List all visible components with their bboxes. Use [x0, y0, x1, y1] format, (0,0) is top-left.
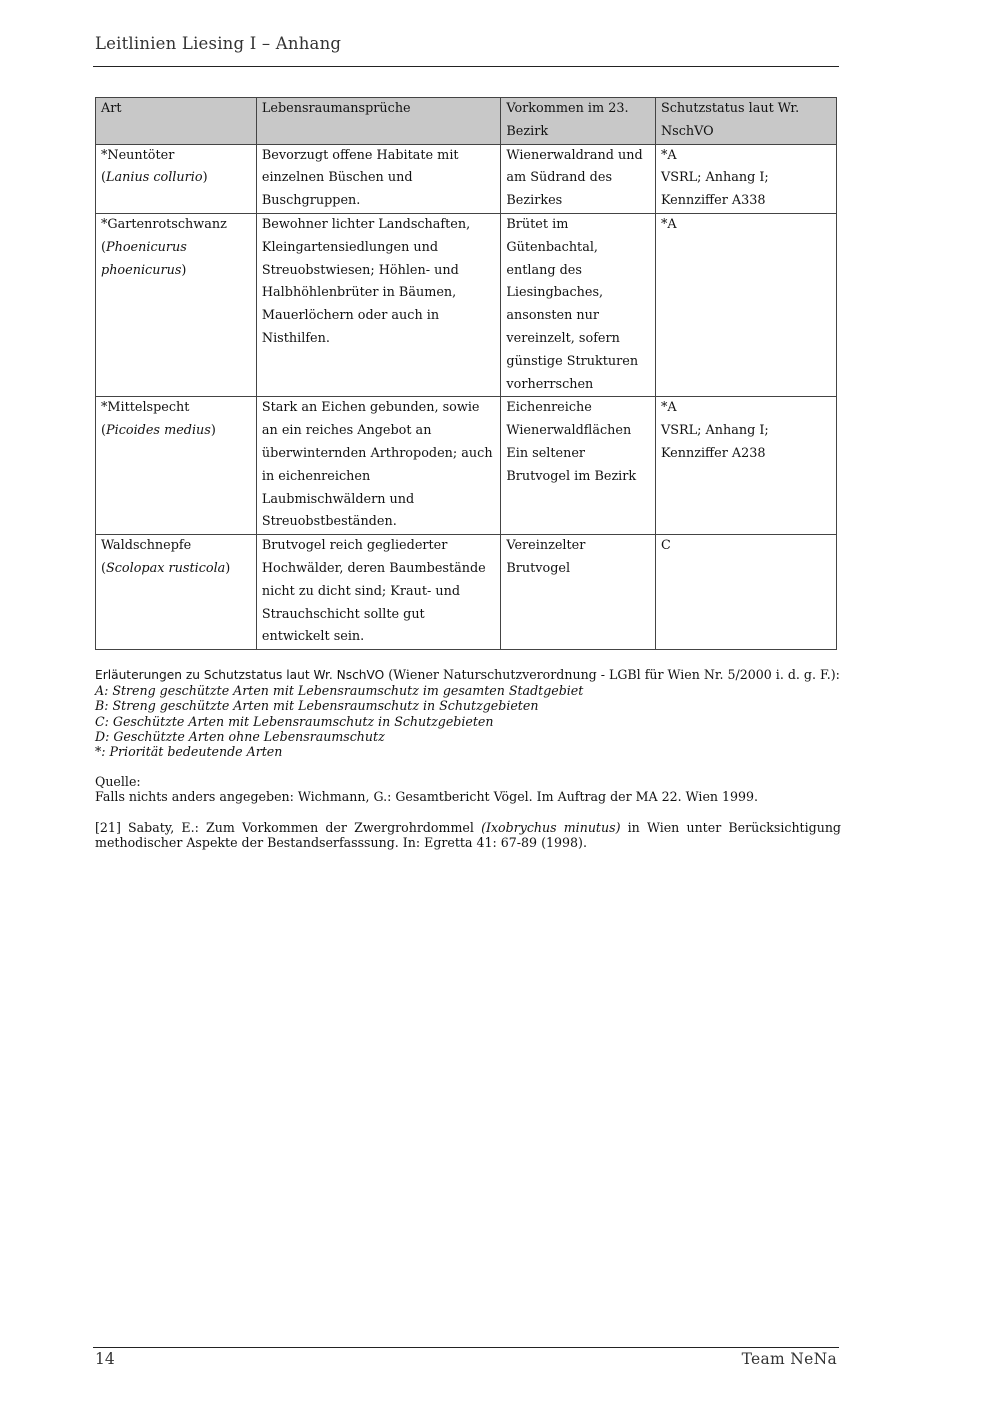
habitat-cell: Brutvogel reich gegliederter Hochwälder, deren Baumbestände nicht zu dicht sind; Kraut- und Strauchschicht sollte gut entwickelt sein. [256, 535, 501, 650]
footer-team: Team NeNa [741, 1350, 837, 1368]
paren-close: ) [225, 560, 231, 576]
habitat-cell: Bewohner lichter Landschaften, Kleingartensiedlungen und Streuobstwiesen; Höhlen- und Halbhöhlenbrüter in Bäumen, Mauerlöchern oder auch in Nisthilfen. [256, 213, 501, 396]
legend-text: A: Streng geschützte Arten mit Lebensraumschutz im gesamten Stadtgebiet [95, 683, 584, 699]
legend-text: B: Streng geschützte Arten mit Lebensraumschutz in Schutzgebieten [95, 698, 539, 714]
legend-item [95, 683, 841, 698]
column-header-status: Schutzstatus laut Wr. NschVO [655, 98, 836, 145]
legend-item [95, 714, 841, 729]
footer-divider [93, 1347, 839, 1348]
species-scientific-name: Scolopax rusticola [106, 560, 226, 576]
status-line: C [660, 538, 671, 554]
reference-text-end: in Wien unter Berücksichtigung methodischer Aspekte der Bestandserfasssung. In: Egretta 41: 67-89 (1998). [95, 819, 841, 850]
species-cell [96, 213, 257, 396]
table-row [96, 144, 837, 213]
table-row [96, 397, 837, 535]
paren-close: ) [181, 262, 187, 278]
column-header-art: Art [96, 98, 257, 145]
status-cell [655, 535, 836, 650]
column-header-habitat: Lebensraumansprüche [256, 98, 501, 145]
species-cell [96, 397, 257, 535]
habitat-cell: Stark an Eichen gebunden, sowie an ein reiches Angebot an überwinternden Arthropoden; auch in eichenreichen Laubmischwäldern und Streuobstbeständen. [256, 397, 501, 535]
legend-text: D: Geschützte Arten ohne Lebensraumschutz [95, 728, 385, 744]
species-common-name: *Gartenrotschwanz [101, 216, 227, 232]
table-header-row [96, 98, 837, 145]
status-line: VSRL; Anhang I; [660, 170, 769, 186]
legend-text: C: Geschützte Arten mit Lebensraumschutz in Schutzgebieten [95, 713, 494, 729]
occurrence-cell: Wienerwaldrand und am Südrand des Bezirkes [501, 144, 656, 213]
species-common-name: Waldschnepfe [101, 538, 192, 554]
legend-item [95, 744, 841, 759]
notes-intro [95, 667, 841, 683]
status-cell [655, 213, 836, 396]
status-cell [655, 397, 836, 535]
table-row [96, 535, 837, 650]
status-line: *A [660, 400, 677, 416]
species-cell [96, 144, 257, 213]
species-scientific-name: Picoides medius [106, 423, 211, 439]
paren-close: ) [210, 423, 216, 439]
paren-open: ( [101, 423, 106, 439]
paren-open: ( [101, 239, 106, 255]
page-header-title: Leitlinien Liesing I – Anhang [95, 34, 342, 53]
notes-heading-rest: (Wiener Naturschutzverordnung - LGBl für Wien Nr. 5/2000 i. d. g. F.): [384, 667, 840, 682]
table-row [96, 213, 837, 396]
status-line: Kennziffer A238 [660, 445, 766, 461]
reference-21 [95, 820, 841, 850]
legend-text: *: Priorität bedeutende Arten [95, 744, 283, 760]
legend-item [95, 729, 841, 744]
habitat-cell: Bevorzugt offene Habitate mit einzelnen Büschen und Buschgruppen. [256, 144, 501, 213]
species-table [95, 97, 837, 650]
source-text: Falls nichts anders angegeben: Wichmann, G.: Gesamtbericht Vögel. Im Auftrag der MA 22. Wien 1999. [95, 789, 759, 805]
column-header-occurrence: Vorkommen im 23. Bezirk [501, 98, 656, 145]
species-scientific-name: Lanius collurio [106, 170, 203, 186]
reference-species: (Ixobrychus minutus) [481, 819, 621, 835]
status-cell [655, 144, 836, 213]
status-line: *A [660, 147, 677, 163]
notes-section [95, 667, 841, 850]
species-cell [96, 535, 257, 650]
species-common-name: *Mittelspecht [101, 400, 190, 416]
occurrence-cell: Eichenreiche Wienerwaldflächen Ein seltener Brutvogel im Bezirk [501, 397, 656, 535]
paren-open: ( [101, 560, 106, 576]
status-line: VSRL; Anhang I; [660, 423, 769, 439]
status-line: Kennziffer A338 [660, 193, 766, 209]
page-number: 14 [95, 1350, 115, 1368]
occurrence-cell: Brütet im Gütenbachtal, entlang des Liesingbaches, ansonsten nur vereinzelt, sofern günstige Strukturen vorherrschen [501, 213, 656, 396]
species-scientific-name: Phoenicurus phoenicurus [101, 239, 187, 278]
reference-text: [21] Sabaty, E.: Zum Vorkommen der Zwergrohrdommel [95, 819, 482, 835]
occurrence-cell: Vereinzelter Brutvogel [501, 535, 656, 650]
header-divider [93, 66, 839, 67]
source-label: Quelle: [95, 774, 141, 790]
notes-heading: Erläuterungen zu Schutzstatus laut Wr. NschVO [95, 668, 385, 682]
paren-close: ) [202, 170, 208, 186]
species-common-name: *Neuntöter [101, 147, 175, 163]
status-line: *A [660, 216, 677, 232]
paren-open: ( [101, 170, 106, 186]
legend-item [95, 698, 841, 713]
